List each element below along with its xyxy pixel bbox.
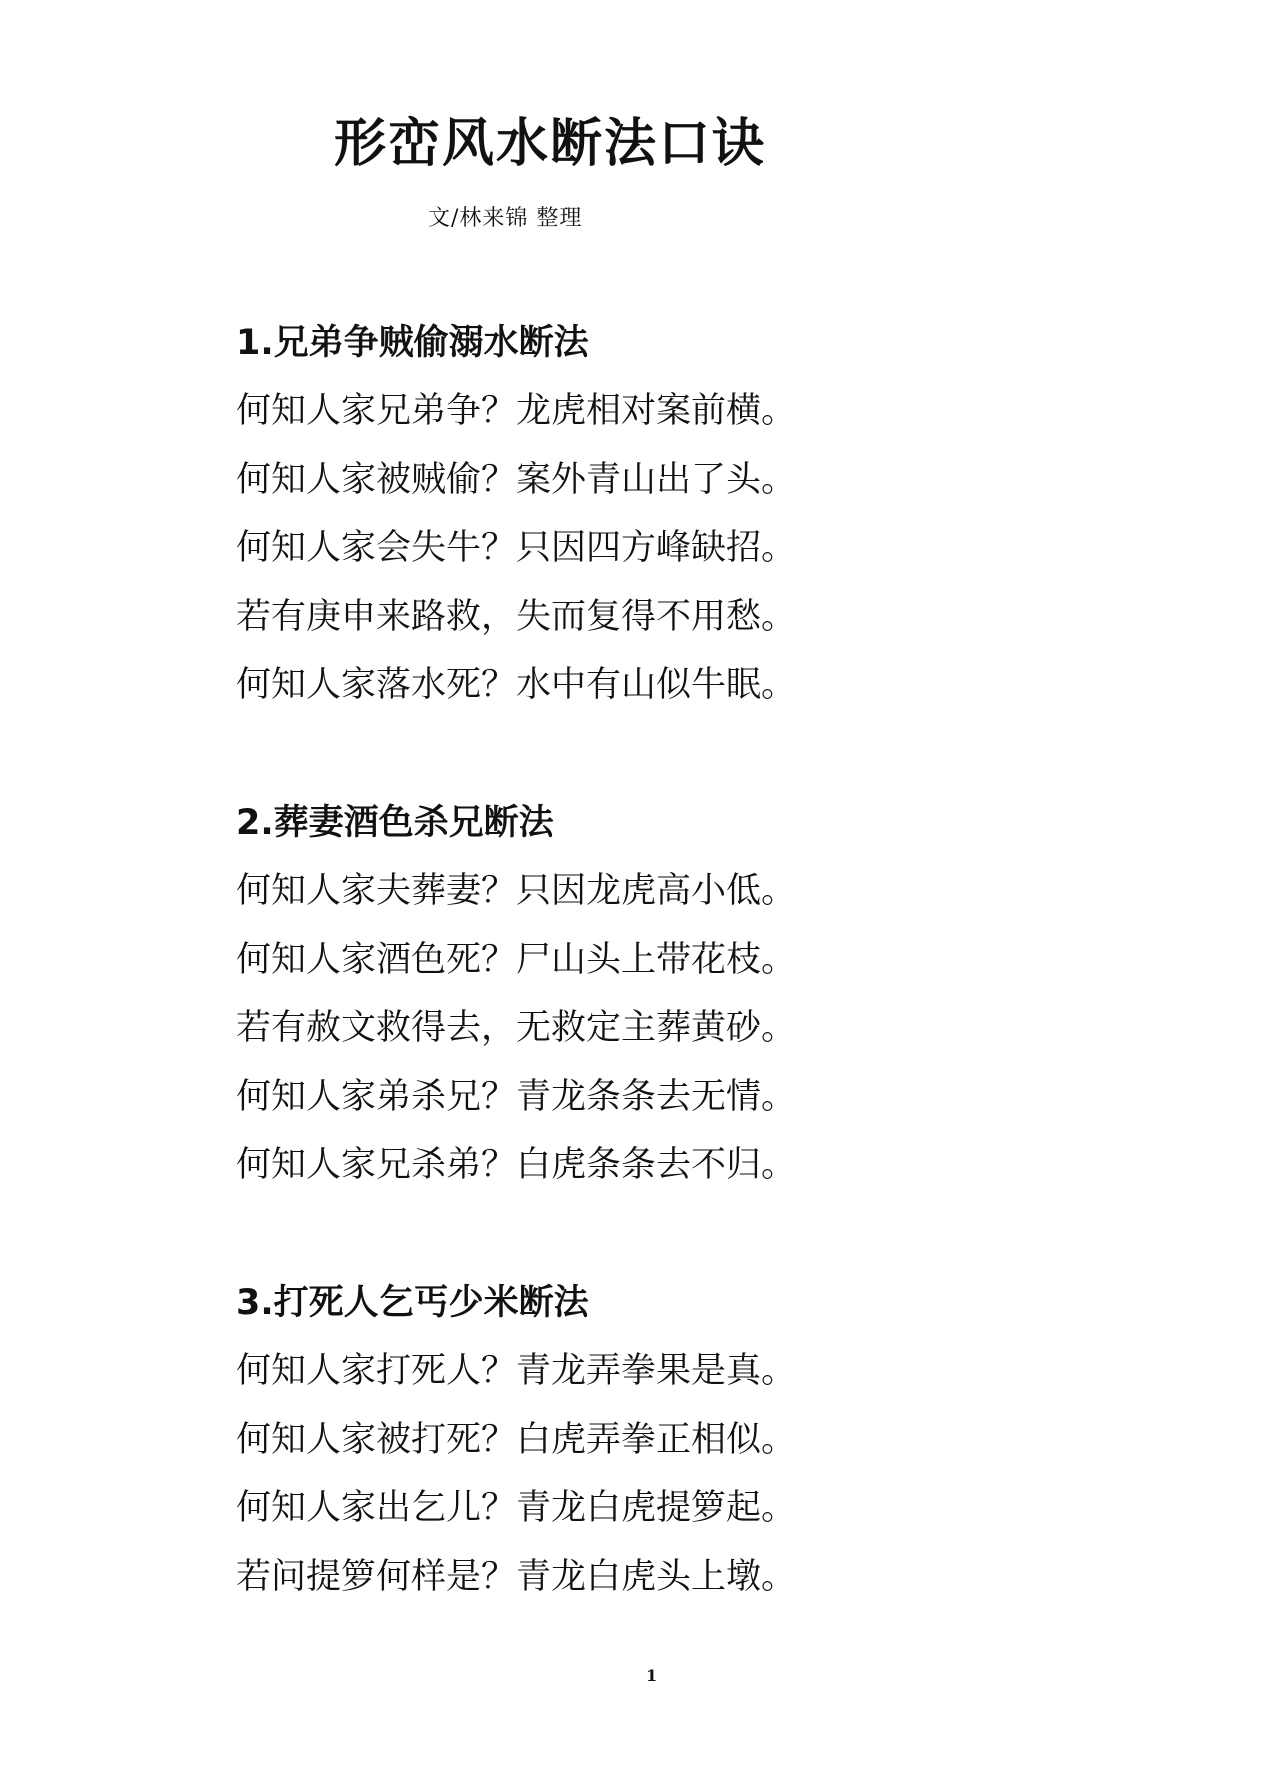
verse-line: 何知人家兄杀弟？白虎条条去不归。 (236, 1145, 797, 1185)
verse-line: 何知人家酒色死？尸山头上带花枝。 (236, 939, 797, 980)
section-heading: 2.葬妻酒色杀兄断法 (236, 803, 554, 843)
verse-line: 若问提箩何样是？青龙白虎头上墩。 (236, 1556, 797, 1597)
verse-line: 何知人家弟杀兄？青龙条条去无情。 (236, 1076, 797, 1117)
verse-list (236, 1346, 1036, 1628)
section-heading: 3.打死人乞丐少米断法 (236, 1283, 589, 1323)
document-title: 形峦风水断法口诀 (333, 114, 766, 174)
verse-line: 何知人家打死人？青龙弄拳果是真。 (236, 1351, 797, 1391)
document-author: 文/林来锦 整理 (428, 206, 583, 231)
verse-line: 何知人家出乞儿？青龙白虎提箩起。 (236, 1488, 797, 1528)
verse-line: 何知人家被打死？白虎弄拳正相似。 (236, 1419, 797, 1460)
verse-line: 何知人家会失牛？只因四方峰缺招。 (236, 528, 797, 568)
verse-list (236, 386, 1036, 737)
section-1 (236, 323, 1036, 737)
verse-line: 何知人家兄弟争？龙虎相对案前横。 (236, 391, 797, 431)
page-number: 1 (646, 1666, 658, 1685)
verse-line: 何知人家落水死？水中有山似牛眠。 (236, 665, 797, 705)
section-heading: 1.兄弟争贼偷溺水断法 (236, 323, 589, 363)
verse-list (236, 866, 1036, 1217)
verse-line: 何知人家被贼偷？案外青山出了头。 (236, 459, 797, 500)
section-2 (236, 803, 1036, 1217)
verse-line: 若有庚申来路救，失而复得不用愁。 (236, 596, 797, 637)
section-3 (236, 1283, 1036, 1628)
verse-line: 何知人家夫葬妻？只因龙虎高小低。 (236, 871, 797, 911)
verse-line: 若有赦文救得去，无救定主葬黄砂。 (236, 1008, 797, 1048)
